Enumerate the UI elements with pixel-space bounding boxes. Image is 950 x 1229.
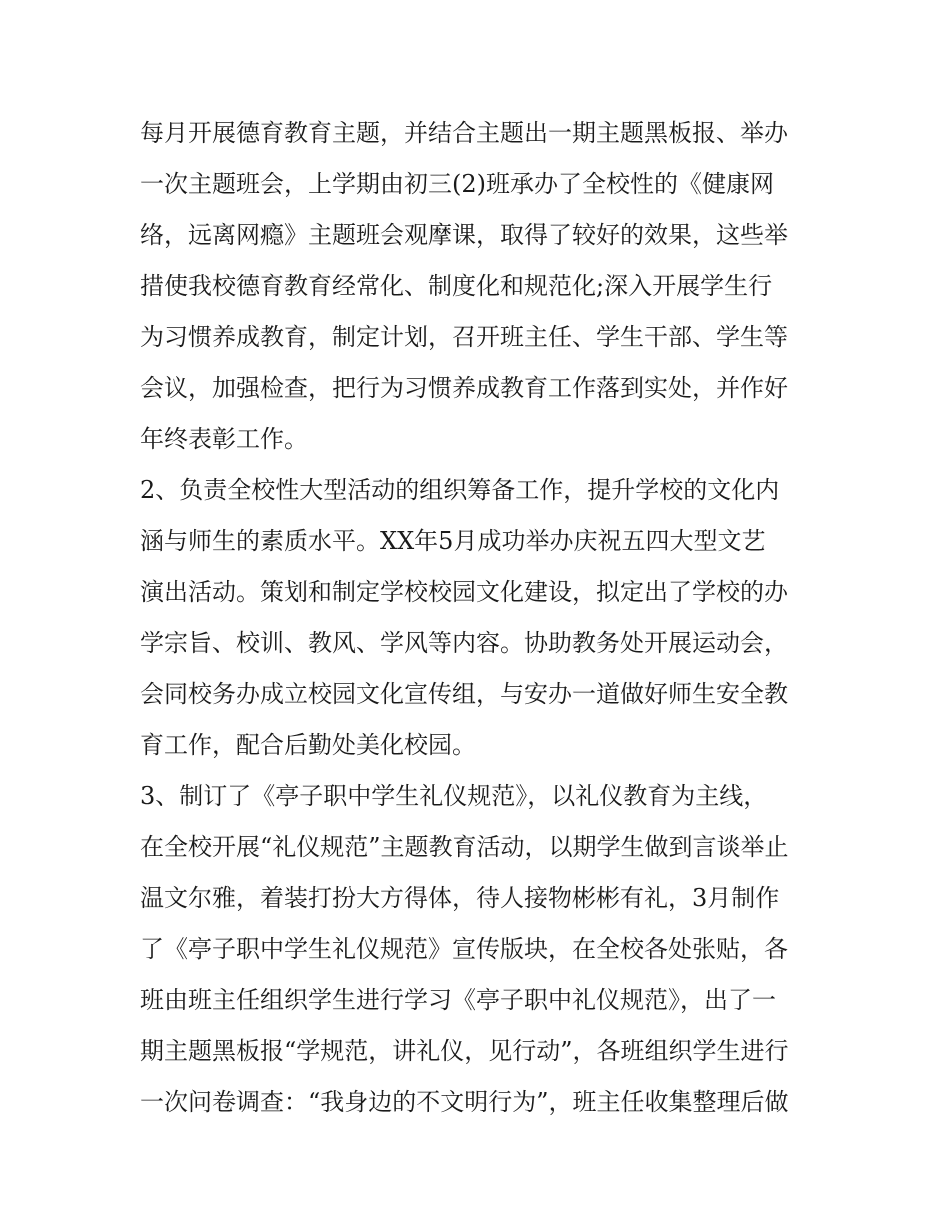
text-line: 一次问卷调查：“我身边的不文明行为”，班主任收集整理后做 [140,1088,789,1116]
text-line: 学宗旨、校训、教风、学风等内容。协助教务处开展运动会， [140,629,788,657]
text-line: 每月开展德育教育主题，并结合主题出一期主题黑板报、举办 [140,119,788,147]
text-line: 一次主题班会，上学期由初三(2)班承办了全校性的《健康网 [140,170,774,198]
text-line: 演出活动。策划和制定学校校园文化建设，拟定出了学校的办 [140,578,788,606]
body-text [140,108,820,1128]
text-line: 会议，加强检查，把行为习惯养成教育工作落到实处，并作好 [140,374,788,402]
text-line: 温文尔雅，着装打扮大方得体，待人接物彬彬有礼，3月制作 [140,884,780,912]
text-line: 期主题黑板报“学规范，讲礼仪，见行动”，各班组织学生进行 [140,1037,789,1065]
text-line: 措使我校德育教育经常化、制度化和规范化;深入开展学生行 [140,272,773,300]
text-line: 为习惯养成教育，制定计划，召开班主任、学生干部、学生等 [140,323,788,351]
text-line: 络，远离网瘾》主题班会观摩课，取得了较好的效果，这些举 [140,221,788,249]
text-line: 育工作，配合后勤处美化校园。 [140,731,476,759]
text-line: 会同校务办成立校园文化宣传组，与安办一道做好师生安全教 [140,680,788,708]
text-line: 了《亭子职中学生礼仪规范》宣传版块，在全校各处张贴，各 [140,935,788,963]
text-line: 在全校开展“礼仪规范”主题教育活动，以期学生做到言谈举止 [140,833,789,861]
text-line: 班由班主任组织学生进行学习《亭子职中礼仪规范》，出了一 [140,986,776,1014]
text-line: 2、负责全校性大型活动的组织筹备工作，提升学校的文化内 [140,476,780,504]
text-line: 年终表彰工作。 [140,425,308,453]
text-line: 涵与师生的素质水平。XX年5月成功举办庆祝五四大型文艺 [140,527,766,555]
text-line: 3、制订了《亭子职中学生礼仪规范》，以礼仪教育为主线， [140,782,768,810]
